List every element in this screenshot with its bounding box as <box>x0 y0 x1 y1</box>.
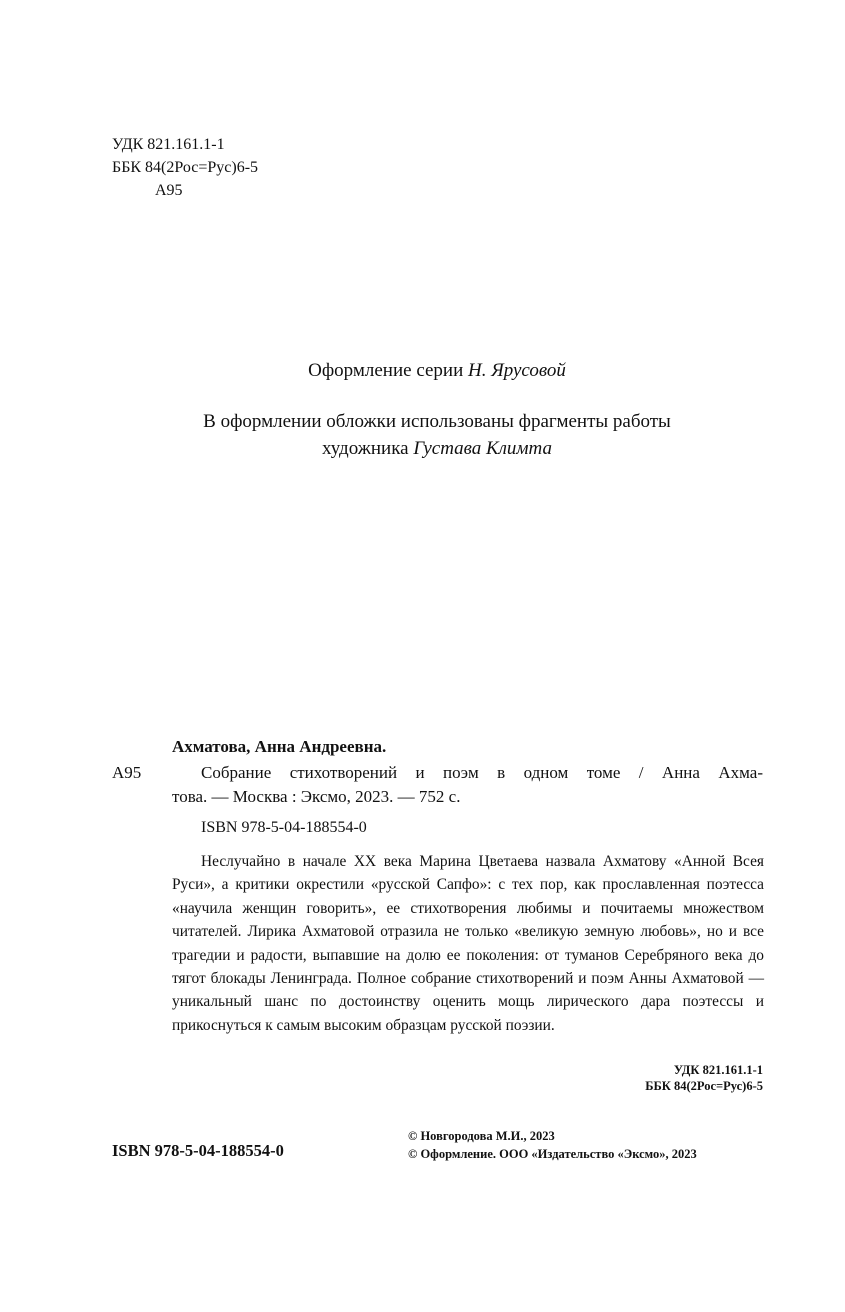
record-author-mark: А95 <box>112 763 142 782</box>
udk-code-top: УДК 821.161.1-1 <box>112 136 225 153</box>
footer-isbn: ISBN 978-5-04-188554-0 <box>112 1141 284 1160</box>
cover-credit <box>112 408 762 462</box>
bbk-code-top: ББК 84(2Рос=Рус)6-5 <box>112 159 259 176</box>
record-title-line2: това. — Москва : Эксмо, 2023. — 752 с. <box>172 787 461 806</box>
cover-artist-name: Густава Климта <box>413 438 553 459</box>
author-mark-top: А95 <box>155 182 183 199</box>
record-title-line1: Собрание стихотворений и поэм в одном томе / Анна Ахма- <box>201 763 763 782</box>
annotation-paragraph: Неслучайно в начале XX века Марина Цветаева назвала Ахматову «Анной Всея Руси», а критики окрестили «русской Сапфо»: с тех пор, как прославленная поэтесса «научила женщин говорить», ее стихотворения любимы и почитаемы множеством читателей. Лирика Ахматовой отразила не только «великую земную любовь», но и все трагедии и радости, выпавшие на долю ее поколения: от туманов Серебряного века до тягот блокады Ленинграда. Полное собрание стихотворений и поэм Анны Ахматовой — уникальный шанс по достоинству оценить мощь лирического дара поэтессы и прикоснуться к самым высоким образцам русской поэзии. <box>172 853 764 1034</box>
series-design-prefix: Оформление серии <box>308 360 469 381</box>
cover-credit-line1: В оформлении обложки использованы фрагменты работы <box>203 411 671 432</box>
cover-credit-prefix: художника <box>321 438 414 459</box>
bbk-code-bottom: ББК 84(2Рос=Рус)6-5 <box>645 1079 763 1093</box>
udk-code-bottom: УДК 821.161.1-1 <box>673 1063 763 1077</box>
record-isbn: ISBN 978-5-04-188554-0 <box>201 819 367 836</box>
record-author: Ахматова, Анна Андреевна. <box>172 737 387 756</box>
cover-credit-line2 <box>112 435 762 462</box>
series-designer-name: Н. Ярусовой <box>468 360 566 381</box>
copyright-design: © Оформление. ООО «Издательство «Эксмо», 2023 <box>408 1147 697 1161</box>
series-design-credit <box>112 357 762 384</box>
copyright-author: © Новгородова М.И., 2023 <box>408 1129 555 1143</box>
